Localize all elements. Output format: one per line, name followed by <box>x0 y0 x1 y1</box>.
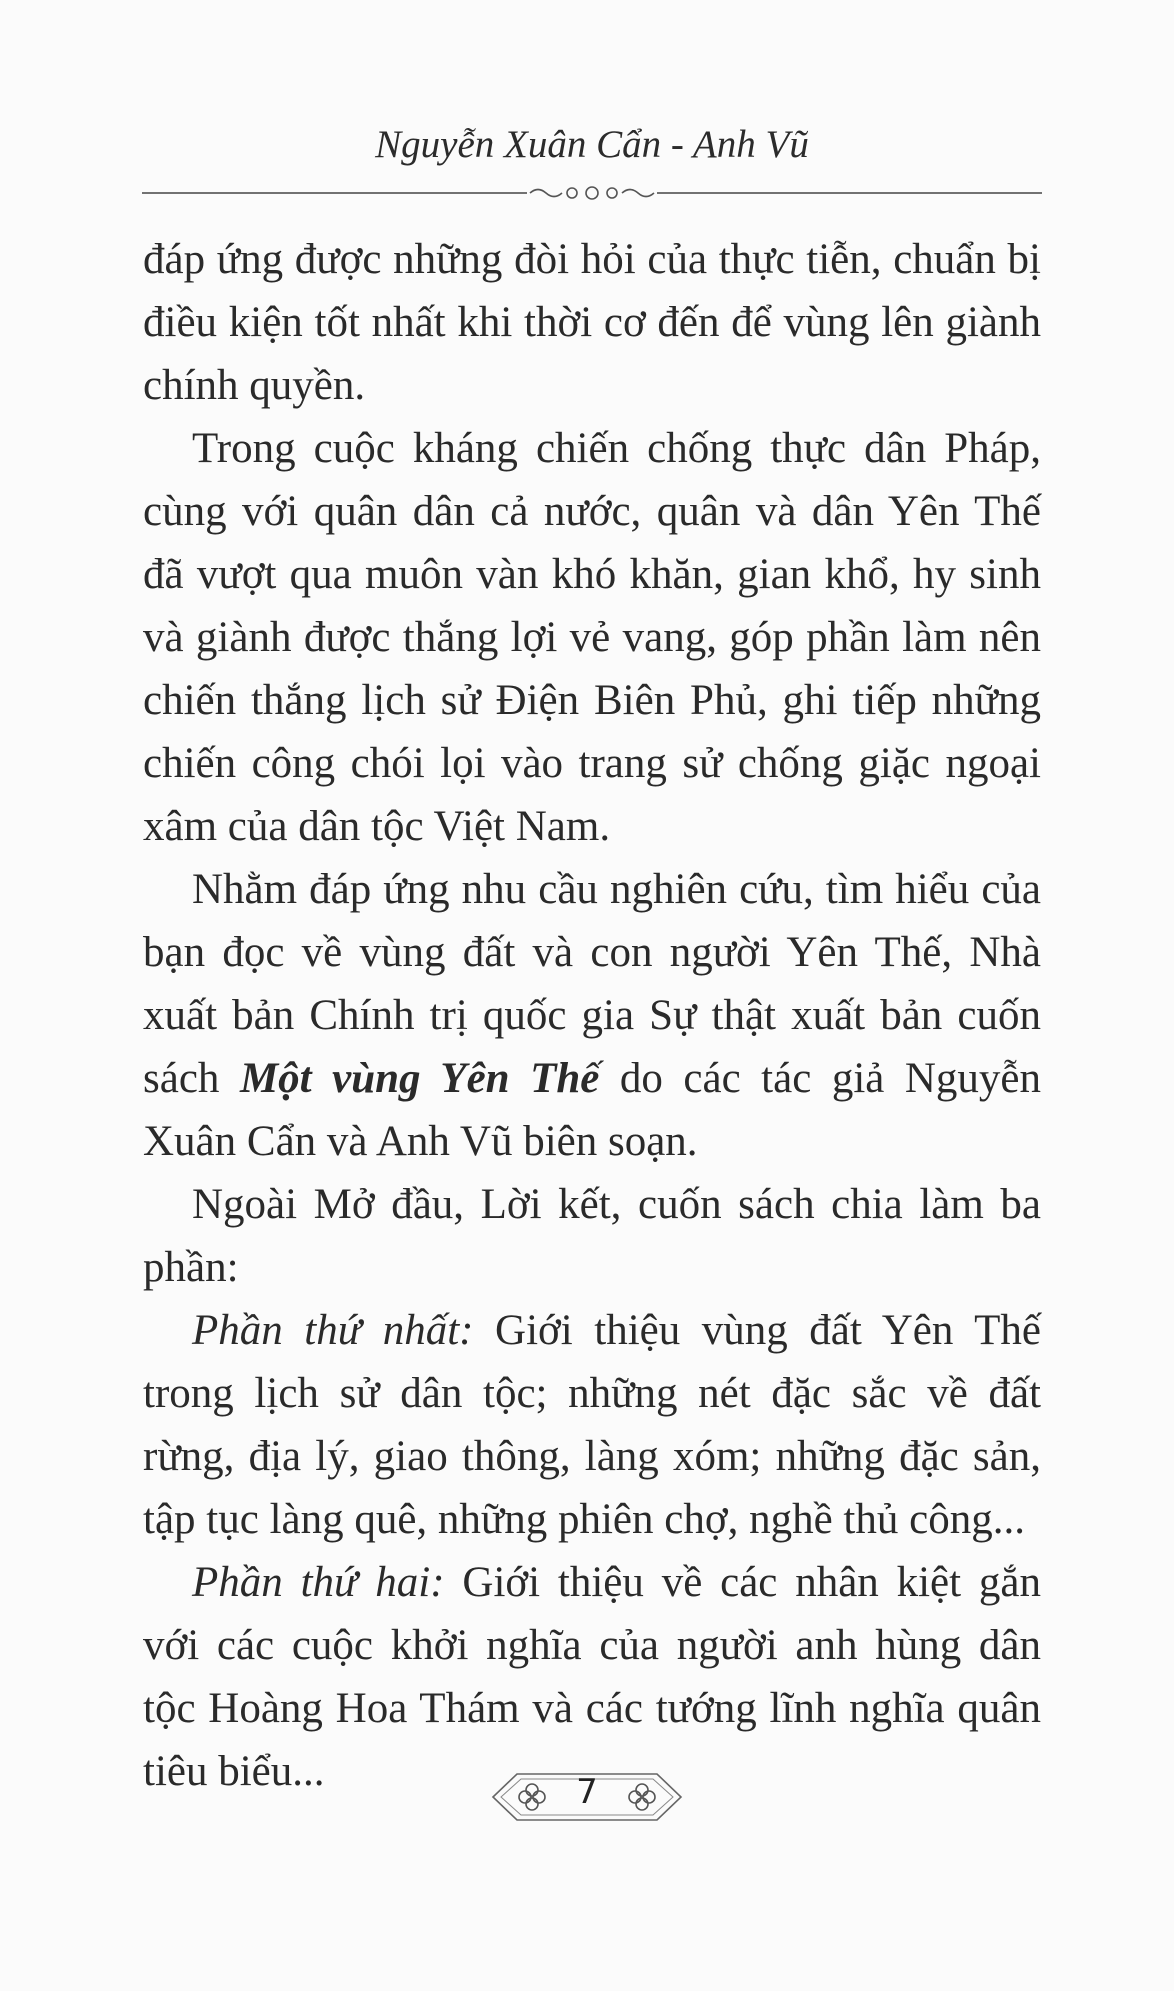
part-one-text: Giới thiệu vùng đất Yên Thế trong lịch sử dân tộc; những nét đặc sắc về đất rừng, địa lý, giao thông, làng xóm; những đặc sản, tập tục làng quê, những phiên chợ, nghề thủ công... <box>143 1307 1041 1543</box>
page-number-badge <box>487 1770 687 1824</box>
page-number: 7 <box>576 1772 598 1812</box>
paragraph-6 <box>143 1551 1041 1803</box>
part-one-label: Phần thứ nhất: <box>192 1307 474 1354</box>
body-text <box>143 228 1041 1803</box>
paragraph-2: Trong cuộc kháng chiến chống thực dân Pháp, cùng với quân dân cả nước, quân và dân Yên Thế đã vượt qua muôn vàn khó khăn, gian khổ, hy sinh và giành được thắng lợi vẻ vang, góp phần làm nên chiến thắng lịch sử Điện Biên Phủ, ghi tiếp những chiến công chói lọi vào trang sử chống giặc ngoại xâm của dân tộc Việt Nam. <box>143 425 1041 850</box>
paragraph-4: Ngoài Mở đầu, Lời kết, cuốn sách chia làm ba phần: <box>143 1181 1041 1291</box>
paragraph-3 <box>143 858 1041 1173</box>
paragraph-3-tail: do các tác giả Nguyễn Xuân Cẩn và Anh Vũ biên soạn. <box>143 1055 1042 1165</box>
running-header: Nguyễn Xuân Cẩn - Anh Vũ <box>375 123 809 166</box>
paragraph-1: đáp ứng được những đòi hỏi của thực tiễn, chuẩn bị điều kiện tốt nhất khi thời cơ đến để vùng lên giành chính quyền. <box>143 236 1041 409</box>
paragraph-3-lead: Nhằm đáp ứng nhu cầu nghiên cứu, tìm hiểu của bạn đọc về vùng đất và con người Yên Thế, Nhà xuất bản Chính trị quốc gia Sự thật xuất bản cuốn sách <box>143 866 1041 1102</box>
book-title: Một vùng Yên Thế <box>239 1055 600 1102</box>
part-two-text: Giới thiệu về các nhân kiệt gắn với các cuộc khởi nghĩa của người anh hùng dân tộc Hoàng Hoa Thám và các tướng lĩnh nghĩa quân tiêu biểu... <box>143 1559 1041 1795</box>
paragraph-5 <box>143 1299 1041 1551</box>
part-two-label: Phần thứ hai: <box>192 1559 445 1606</box>
header-ornament-rule <box>142 183 1042 203</box>
